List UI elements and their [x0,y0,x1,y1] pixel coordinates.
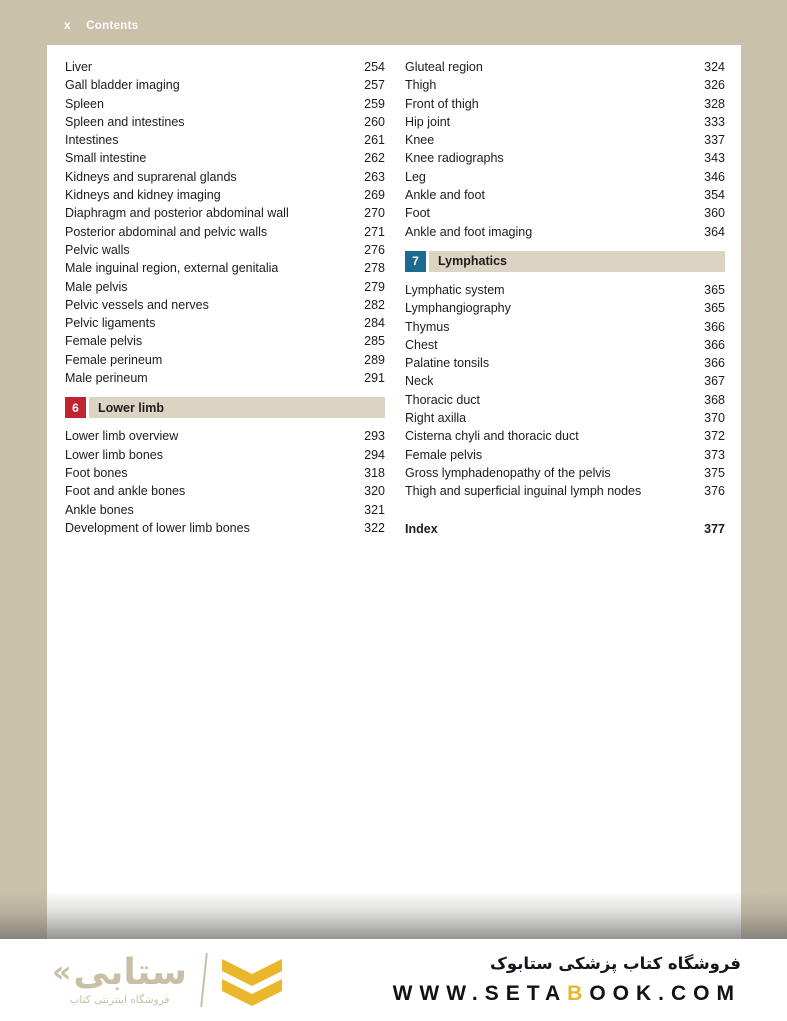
toc-entry-label: Male inguinal region, external genitalia [65,261,279,276]
toc-column-right [405,58,725,538]
index-page: 377 [704,521,725,536]
gold-chevron-logo-icon [221,953,283,1007]
toc-entry-page: 368 [704,392,725,407]
toc-entry-page: 333 [704,114,725,129]
toc-entry [405,482,725,500]
toc-entry-label: Thigh and superficial inguinal lymph nodes [405,484,642,499]
section-number-badge: 7 [405,251,426,272]
toc-entry [65,296,385,314]
toc-entry [405,464,725,482]
toc-entry-page: 254 [364,60,385,74]
toc-entry-page: 366 [704,356,725,371]
toc-entry-label: Pelvic vessels and nerves [65,297,209,312]
toc-entry-page: 360 [704,206,725,221]
page-bottom-shadow [0,891,787,939]
toc-entry-page: 346 [704,169,725,184]
toc-entry-page: 261 [364,133,385,148]
toc-entry [405,299,725,317]
toc-entry-label: Knee [405,133,435,148]
toc-entry-page: 257 [364,78,385,93]
toc-entry-page: 322 [364,520,385,535]
toc-entry-page: 279 [364,279,385,294]
toc-entry-label: Hip joint [405,114,451,129]
toc-entry-page: 365 [704,282,725,297]
toc-entry-page: 365 [704,301,725,316]
toc-entry-page: 271 [364,224,385,239]
toc-entry-page: 318 [364,465,385,480]
page-number-roman: x [64,20,71,32]
toc-entry-label: Lymphatic system [405,282,505,297]
toc-entry-label: Ankle and foot imaging [405,224,533,239]
toc-entry [65,351,385,369]
toc-column-left [65,58,385,538]
toc-entry-label: Liver [65,60,93,74]
website-url [393,982,741,1006]
toc-entry [405,427,725,445]
toc-entry-page: 372 [704,429,725,444]
toc-entry [65,369,385,387]
toc-entry-label: Thigh [405,78,437,93]
toc-entry-page: 321 [364,502,385,517]
toc-entry-page: 269 [364,188,385,203]
toc-entry-page: 263 [364,169,385,184]
toc-list [405,58,725,241]
toc-entry-page: 284 [364,316,385,331]
toc-entry-page: 343 [704,151,725,166]
toc-entry [405,223,725,241]
toc-entry-label: Gluteal region [405,60,483,74]
toc-entry-label: Gall bladder imaging [65,78,180,93]
section-header-lymphatics [405,251,725,272]
toc-entry-label: Leg [405,169,426,184]
toc-list [65,427,385,537]
toc-entry-label: Palatine tonsils [405,356,490,371]
toc-entry-label: Female pelvis [405,447,483,462]
toc-entry [65,464,385,482]
toc-entry-label: Foot bones [65,465,128,480]
index-entry [405,520,725,538]
toc-entry-label: Neck [405,374,434,389]
toc-entry-label: Ankle and foot [405,188,485,203]
toc-entry-label: Female pelvis [65,334,143,349]
toc-entry [65,76,385,94]
toc-entry-page: 260 [364,114,385,129]
bookstore-logo [52,954,187,1006]
toc-entry-label: Front of thigh [405,96,479,111]
toc-entry [65,223,385,241]
logo-divider [200,953,208,1007]
toc-entry-label: Male pelvis [65,279,128,294]
toc-entry [405,281,725,299]
toc-entry-label: Male perineum [65,371,148,386]
toc-entry [65,131,385,149]
toc-entry [405,354,725,372]
toc-entry-label: Foot and ankle bones [65,484,186,499]
toc-entry [405,186,725,204]
toc-entry [405,168,725,186]
toc-entry-page: 337 [704,133,725,148]
toc-entry-label: Spleen and intestines [65,114,185,129]
logo-guillemet-mark: « [52,955,72,990]
toc-entry-page: 370 [704,411,725,426]
toc-entry-page: 270 [364,206,385,221]
toc-entry-page: 291 [364,371,385,386]
toc-entry-label: Intestines [65,133,119,148]
toc-list [405,281,725,501]
store-title-persian: فروشگاه کتاب پزشکی ستابوک [490,954,741,973]
page-title: Contents [86,20,139,32]
website-url-accent-letter: B [567,982,590,1005]
website-url-prefix: WWW.SETA [392,982,568,1005]
toc-entry-page: 276 [364,242,385,257]
toc-entry-label: Lower limb bones [65,447,163,462]
toc-entry [65,204,385,222]
toc-entry-label: Right axilla [405,411,467,426]
toc-entry-label: Small intestine [65,151,147,166]
toc-entry-label: Knee radiographs [405,151,504,166]
bookstore-logo-group [52,953,283,1007]
logo-wordmark: ستابی [73,952,187,993]
toc-entry-label: Lymphangiography [405,301,511,316]
toc-entry-page: 366 [704,319,725,334]
toc-entry-label: Posterior abdominal and pelvic walls [65,224,268,239]
page-header-bar [0,0,787,45]
toc-entry-label: Female perineum [65,352,163,367]
toc-entry-label: Lower limb overview [65,429,179,444]
toc-entry-page: 320 [364,484,385,499]
bookstore-text-group [393,954,741,1006]
toc-entry [65,446,385,464]
toc-entry [405,391,725,409]
toc-entry [405,336,725,354]
toc-entry-page: 376 [704,484,725,499]
toc-entry [405,58,725,76]
toc-entry-label: Spleen [65,96,104,111]
toc-entry [65,186,385,204]
toc-entry-page: 373 [704,447,725,462]
toc-entry-label: Ankle bones [65,502,134,517]
toc-entry-page: 294 [364,447,385,462]
toc-entry [405,113,725,131]
toc-entry [65,241,385,259]
toc-entry-page: 289 [364,352,385,367]
toc-entry-label: Kidneys and suprarenal glands [65,169,237,184]
toc-entry-page: 293 [364,429,385,444]
toc-entry [65,501,385,519]
section-header-lower-limb [65,397,385,418]
toc-entry [405,318,725,336]
toc-entry [65,168,385,186]
toc-entry-page: 326 [704,78,725,93]
toc-entry [65,427,385,445]
toc-entry-label: Kidneys and kidney imaging [65,188,221,203]
toc-entry-label: Development of lower limb bones [65,520,250,535]
toc-entry [405,204,725,222]
toc-entry [405,446,725,464]
toc-entry-label: Chest [405,337,438,352]
index-label: Index [405,521,438,536]
toc-entry [65,278,385,296]
toc-entry-label: Thoracic duct [405,392,481,407]
toc-entry-page: 367 [704,374,725,389]
toc-entry [405,131,725,149]
website-url-suffix: OOK.COM [589,982,741,1005]
toc-entry [65,95,385,113]
contents-sheet [47,45,741,939]
toc-entry [405,409,725,427]
toc-entry [65,259,385,277]
toc-entry-page: 375 [704,465,725,480]
toc-entry [65,519,385,537]
toc-entry-label: Diaphragm and posterior abdominal wall [65,206,289,221]
toc-entry [65,58,385,76]
toc-entry-page: 366 [704,337,725,352]
bookstore-watermark-footer [0,939,787,1021]
toc-list [65,58,385,387]
toc-entry [405,76,725,94]
toc-entry-page: 285 [364,334,385,349]
toc-entry [405,372,725,390]
toc-entry-page: 282 [364,297,385,312]
toc-entry [405,95,725,113]
toc-entry-page: 262 [364,151,385,166]
section-title: Lymphatics [438,254,508,269]
toc-entry-label: Cisterna chyli and thoracic duct [405,429,579,444]
toc-entry-label: Pelvic walls [65,242,130,257]
toc-entry [405,149,725,167]
section-title: Lower limb [98,400,164,415]
toc-entry [65,482,385,500]
toc-entry-page: 364 [704,224,725,239]
toc-entry-page: 328 [704,96,725,111]
toc-entry-label: Gross lymphadenopathy of the pelvis [405,465,611,480]
toc-entry [65,332,385,350]
toc-entry [65,314,385,332]
toc-entry-label: Foot [405,206,431,221]
toc-entry-label: Thymus [405,319,450,334]
toc-entry-page: 324 [704,60,725,74]
logo-subtitle: فروشگاه اینترنتی کتاب [69,994,170,1006]
toc-entry [65,149,385,167]
toc-entry-page: 278 [364,261,385,276]
toc-entry-label: Pelvic ligaments [65,316,156,331]
toc-entry [65,113,385,131]
toc-entry-page: 354 [704,188,725,203]
section-number-badge: 6 [65,397,86,418]
toc-entry-page: 259 [364,96,385,111]
